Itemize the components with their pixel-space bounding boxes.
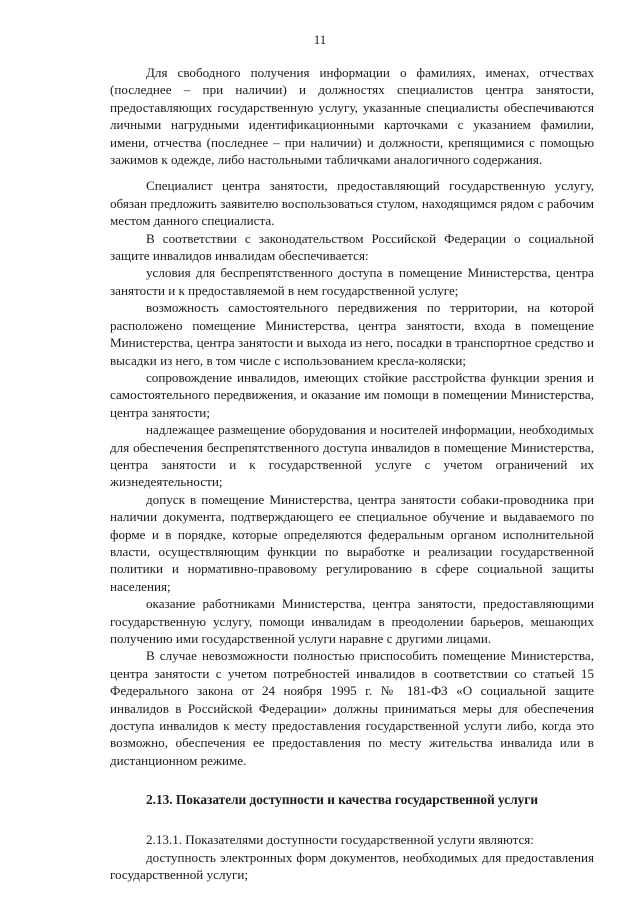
page-number: 11 xyxy=(313,32,327,47)
paragraph: В соответствии с законодательством Российской Федерации о социальной защите инвалидов инвалидам обеспечивается: xyxy=(110,230,594,264)
list-item: сопровождение инвалидов, имеющих стойкие расстройства функции зрения и самостоятельного передвижения, и оказание им помощи в помещении Министерства, центра занятости; xyxy=(110,369,594,420)
document-body xyxy=(110,64,594,883)
list-item: возможность самостоятельного передвижения по территории, на которой расположено помещение Министерства, центра занятости, входа в помещение Министерства, центра занятости и выхода из него, посадки в транспортное средство и высадки из него, в том числе с использованием кресла-коляски; xyxy=(110,300,594,368)
paragraph: В случае невозможности полностью приспособить помещение Министерства, центра занятости с учетом потребностей инвалидов в соответствии со статьей 15 Федерального закона от 24 ноября 1995 г. № 181-ФЗ «О социальной защите инвалидов в Российской Федерации» должны приниматься меры для обеспечения доступа инвалидов к месту предоставления государственной услуги либо, когда это возможно, обеспечения ее предоставления по месту жительства инвалида или в дистанционном режиме. xyxy=(110,648,594,768)
list-item: надлежащее размещение оборудования и носителей информации, необходимых для обеспечения беспрепятственного доступа инвалидов в помещение Министерства, центра занятости и к государственной услуге с учетом ограничений их жизнедеятельности; xyxy=(110,422,594,490)
paragraph: Для свободного получения информации о фамилиях, именах, отчествах (последнее – при наличии) и должностях специалистов центра занятости, предоставляющих государственную услугу, указанные специалисты обеспечиваются личными нагрудными идентификационными карточками с указанием фамилии, имени, отчества (последнее – при наличии) и должности, крепящимися с помощью зажимов к одежде, либо настольными табличками аналогичного содержания. xyxy=(110,65,594,168)
list-item: условия для беспрепятственного доступа в помещение Министерства, центра занятости и к предоставляемой в нем государственной услуге; xyxy=(110,265,594,298)
list-item: оказание работниками Министерства, центра занятости, предоставляющими государственную услугу, помощи инвалидам в преодолении барьеров, мешающих получению ими государственной услуги наравне с другими лицами. xyxy=(110,596,594,646)
list-item: доступность электронных форм документов, необходимых для предоставления государственной услуги; xyxy=(110,849,594,883)
paragraph: 2.13.1. Показателями доступности государственной услуги являются: xyxy=(146,832,534,848)
paragraph: Специалист центра занятости, предоставляющий государственную услугу, обязан предложить заявителю воспользоваться стулом, находящимся рядом с рабочим местом данного специалиста. xyxy=(110,178,594,229)
section-heading: 2.13. Показатели доступности и качества государственной услуги xyxy=(146,792,539,808)
list-item: допуск в помещение Министерства, центра занятости собаки-проводника при наличии документа, подтверждающего ее специальное обучение и выдаваемого по форме и в порядке, которые определяются федеральным органом исполнительной власти, осуществляющим функции по выработке и реализации государственной политики и нормативно-правовому регулированию в сфере социальной защиты населения; xyxy=(110,491,594,594)
